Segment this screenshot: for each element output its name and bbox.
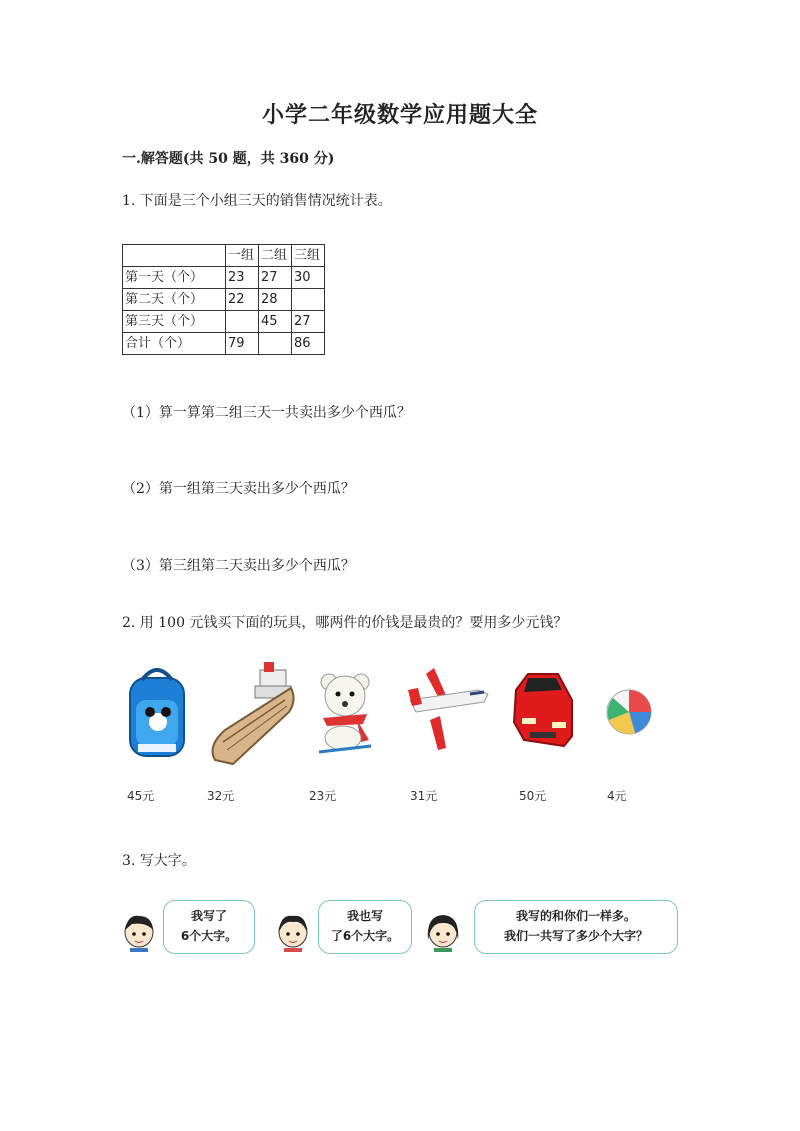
bubble-text-line: 了6个大字。: [330, 929, 400, 943]
table-cell: 28: [259, 289, 292, 311]
toy-price: 32元: [207, 789, 235, 803]
bubble-text-line: 6个大字。: [180, 929, 238, 943]
backpack-image: [122, 660, 192, 764]
table-cell: 第一天（个）: [123, 267, 226, 289]
bubble-text-line: 我写了: [190, 909, 227, 923]
boy-avatar: [120, 912, 158, 958]
bubble-text-line: 我们一共写了多少个大字？: [503, 929, 648, 943]
table-row: [123, 267, 325, 289]
table-header-row: [123, 245, 325, 267]
table-header: 三组: [292, 245, 325, 267]
toy-price: 50元: [519, 789, 547, 803]
question-3-text: 3. 写大字。: [122, 853, 196, 869]
toy-price: 23元: [309, 789, 337, 803]
table-cell: 86: [292, 333, 325, 355]
table-cell: [259, 333, 292, 355]
table-row: [123, 333, 325, 355]
girl-avatar: [274, 912, 312, 958]
bubble-text-line: 我写的和你们一样多。: [515, 909, 636, 923]
table-cell: 27: [259, 267, 292, 289]
table-cell: 45: [259, 311, 292, 333]
page-title: 小学二年级数学应用题大全: [261, 102, 538, 128]
speech-bubble: [474, 900, 678, 954]
question-1-sub-3: （3）第三组第二天卖出多少个西瓜？: [122, 558, 355, 574]
toy-price: 4元: [607, 789, 627, 803]
table-cell: [226, 311, 259, 333]
speech-bubble: [163, 900, 255, 954]
car-image: [508, 660, 578, 756]
table-cell: 27: [292, 311, 325, 333]
table-cell: 第三天（个）: [123, 311, 226, 333]
table-cell: [292, 289, 325, 311]
toy-price: 45元: [127, 789, 155, 803]
question-1-sub-1: （1）算一算第二组三天一共卖出多少个西瓜？: [122, 405, 411, 421]
bubble-text-line: 我也写: [346, 909, 383, 923]
table-cell: 合计（个）: [123, 333, 226, 355]
speech-bubble: [318, 900, 412, 954]
table-cell: 23: [226, 267, 259, 289]
question-1-sub-2: （2）第一组第三天卖出多少个西瓜？: [122, 481, 355, 497]
bear-image: [313, 660, 377, 760]
table-cell: 22: [226, 289, 259, 311]
table-cell: 79: [226, 333, 259, 355]
sales-table: [122, 244, 325, 355]
toy-price: 31元: [410, 789, 438, 803]
question-2-text: 2. 用 100 元钱买下面的玩具，哪两件的价钱是最贵的？要用多少元钱？: [122, 615, 568, 631]
table-cell: [123, 245, 226, 267]
question-1-text: 1. 下面是三个小组三天的销售情况统计表。: [122, 193, 392, 209]
table-cell: 第二天（个）: [123, 289, 226, 311]
airplane-image: [404, 660, 490, 760]
girl-avatar: [424, 912, 462, 958]
table-row: [123, 289, 325, 311]
ship-image: [205, 660, 297, 774]
table-cell: 30: [292, 267, 325, 289]
table-header: 一组: [226, 245, 259, 267]
ball-image: [605, 660, 653, 754]
section-heading: 一.解答题(共 50 题，共 360 分): [122, 151, 335, 167]
table-row: [123, 311, 325, 333]
table-header: 二组: [259, 245, 292, 267]
